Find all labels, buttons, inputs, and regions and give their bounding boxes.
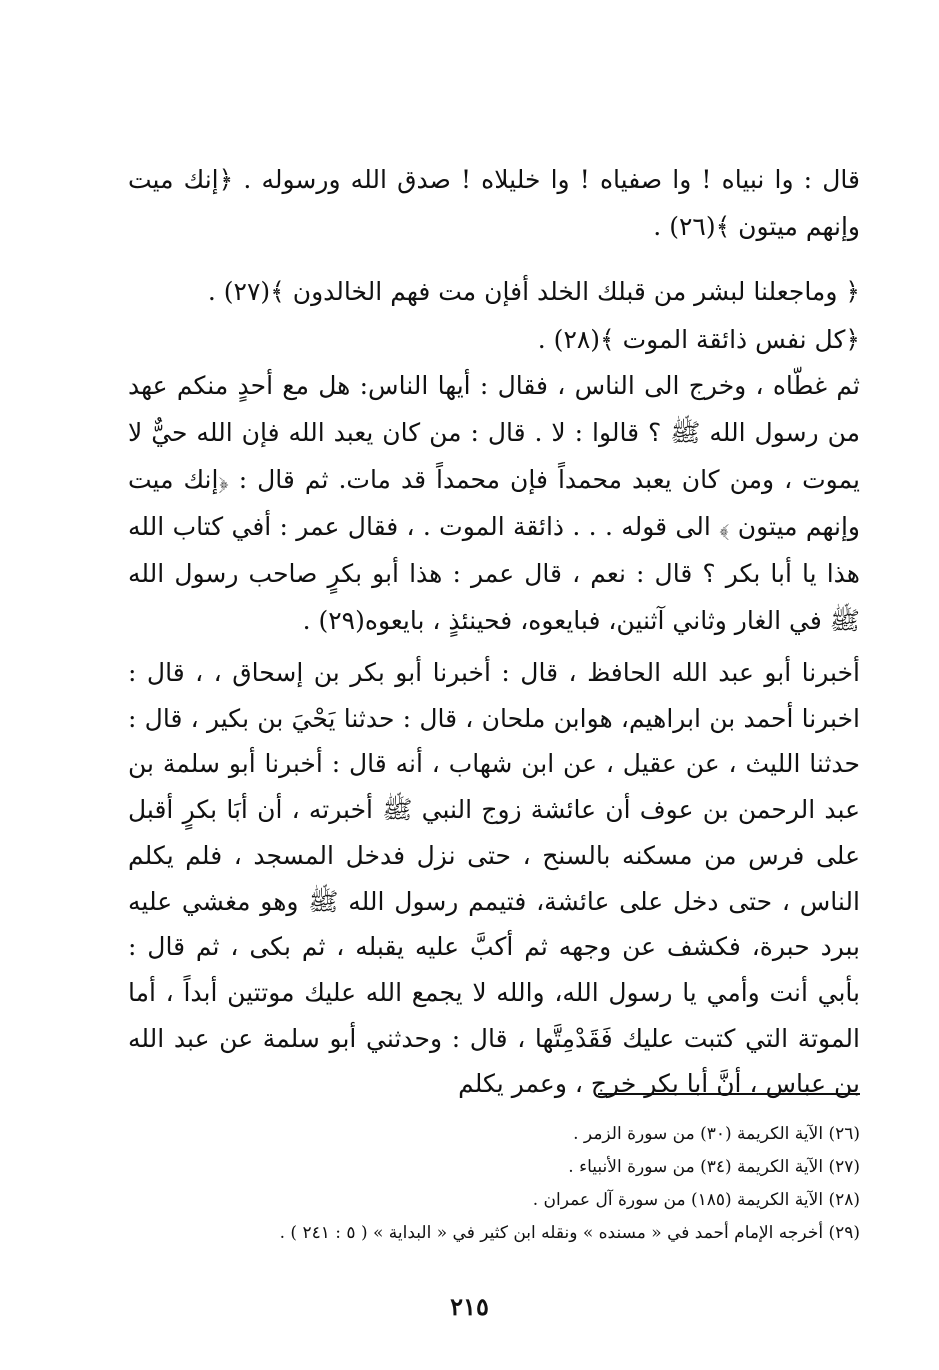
footnote-item: (٢٩) أخرجه الإمام أحمد في « مسنده » ونقله ابن كثير في « البداية » ( ٥ : ٢٤١ ) . — [279, 1223, 860, 1243]
paragraph-opening: قال : وا نبياه ! وا صفياه ! وا خليلاه ! صدق الله ورسوله . ﴿إنك ميت وإنهم ميتون ﴾(٢٦) . — [128, 165, 860, 241]
verse-line: ﴿ وماجعلنا لبشر من قبلك الخلد أفإن مت فهم الخالدون ﴾(٢٧) . — [207, 277, 860, 306]
footnote-item: (٢٨) الآية الكريمة (١٨٥) من سورة آل عمران . — [532, 1190, 860, 1210]
paragraph-abu-bakr-speech: ثم غطّاه ، وخرج الى الناس ، فقال : أيها الناس: هل مع أحدٍ منكم عهد من رسول الله ﷺ ؟ قالوا : لا . قال : من كان يعبد الله فإن الله حيٌّ لا يموت ، ومن كان يعبد محمداً فإن محمداً قد مات. ثم قال : ﴿إنك ميت وإنهم ميتون ﴾ الى قوله . . . ذائقة الموت . ، فقال عمر : أفي كتاب الله هذا يا أبا بكر ؟ قال : نعم ، قال عمر : هذا أبو بكرٍ صاحب رسول الله ﷺ في الغار وثاني آثنين، فبايعوه، فحينئذٍ ، بايعوه(٢٩) . — [128, 371, 860, 635]
footnotes — [128, 1118, 860, 1250]
paragraph-narration-chain: أخبرنا أبو عبد الله الحافظ ، قال : أخبرنا أبو بكر بن إسحاق ، ، قال : اخبرنا أحمد بن ابراهيم، هوابن ملحان ، قال : حدثنا يَحْيَ بن بكير ، قال : حدثنا الليث ، عن عقيل ، عن ابن شهاب ، أنه قال : أخبرنا أبو سلمة بن عبد الرحمن بن عوف أن عائشة زوج النبي ﷺ أخبرته ، أن أبَا بكرٍ أقبل على فرس من مسكنه بالسنح ، حتى نزل فدخل المسجد ، فلم يكلم الناس ، حتى دخل على عائشة، فتيمم رسول الله ﷺ وهو مغشي عليه ببرد حبرة، فكشف عن وجهه ثم أكبَّ عليه يقبله ، ثم بكى ، ثم قال : بأبي أنت وأمي يا رسول الله، والله لا يجمع الله عليك موتتين أبداً ، أما الموتة التي كتبت عليك فَقَدْمِتَّها ، قال : وحدثني أبو سلمة عن عبد الله بن عباس ، أنَّ أبا بكر خرج ، وعمر يكلم — [128, 658, 860, 1099]
footnote-separator — [598, 1093, 860, 1095]
page-number: ٢١٥ — [450, 1292, 489, 1321]
verse-line: ﴿كل نفس ذائقة الموت ﴾(٢٨) . — [537, 325, 860, 354]
quoted-verses — [128, 268, 860, 364]
footnote-item: (٢٦) الآية الكريمة (٣٠) من سورة الزمر . — [573, 1124, 860, 1144]
footnote-item: (٢٧) الآية الكريمة (٣٤) من سورة الأنبياء . — [568, 1157, 860, 1177]
